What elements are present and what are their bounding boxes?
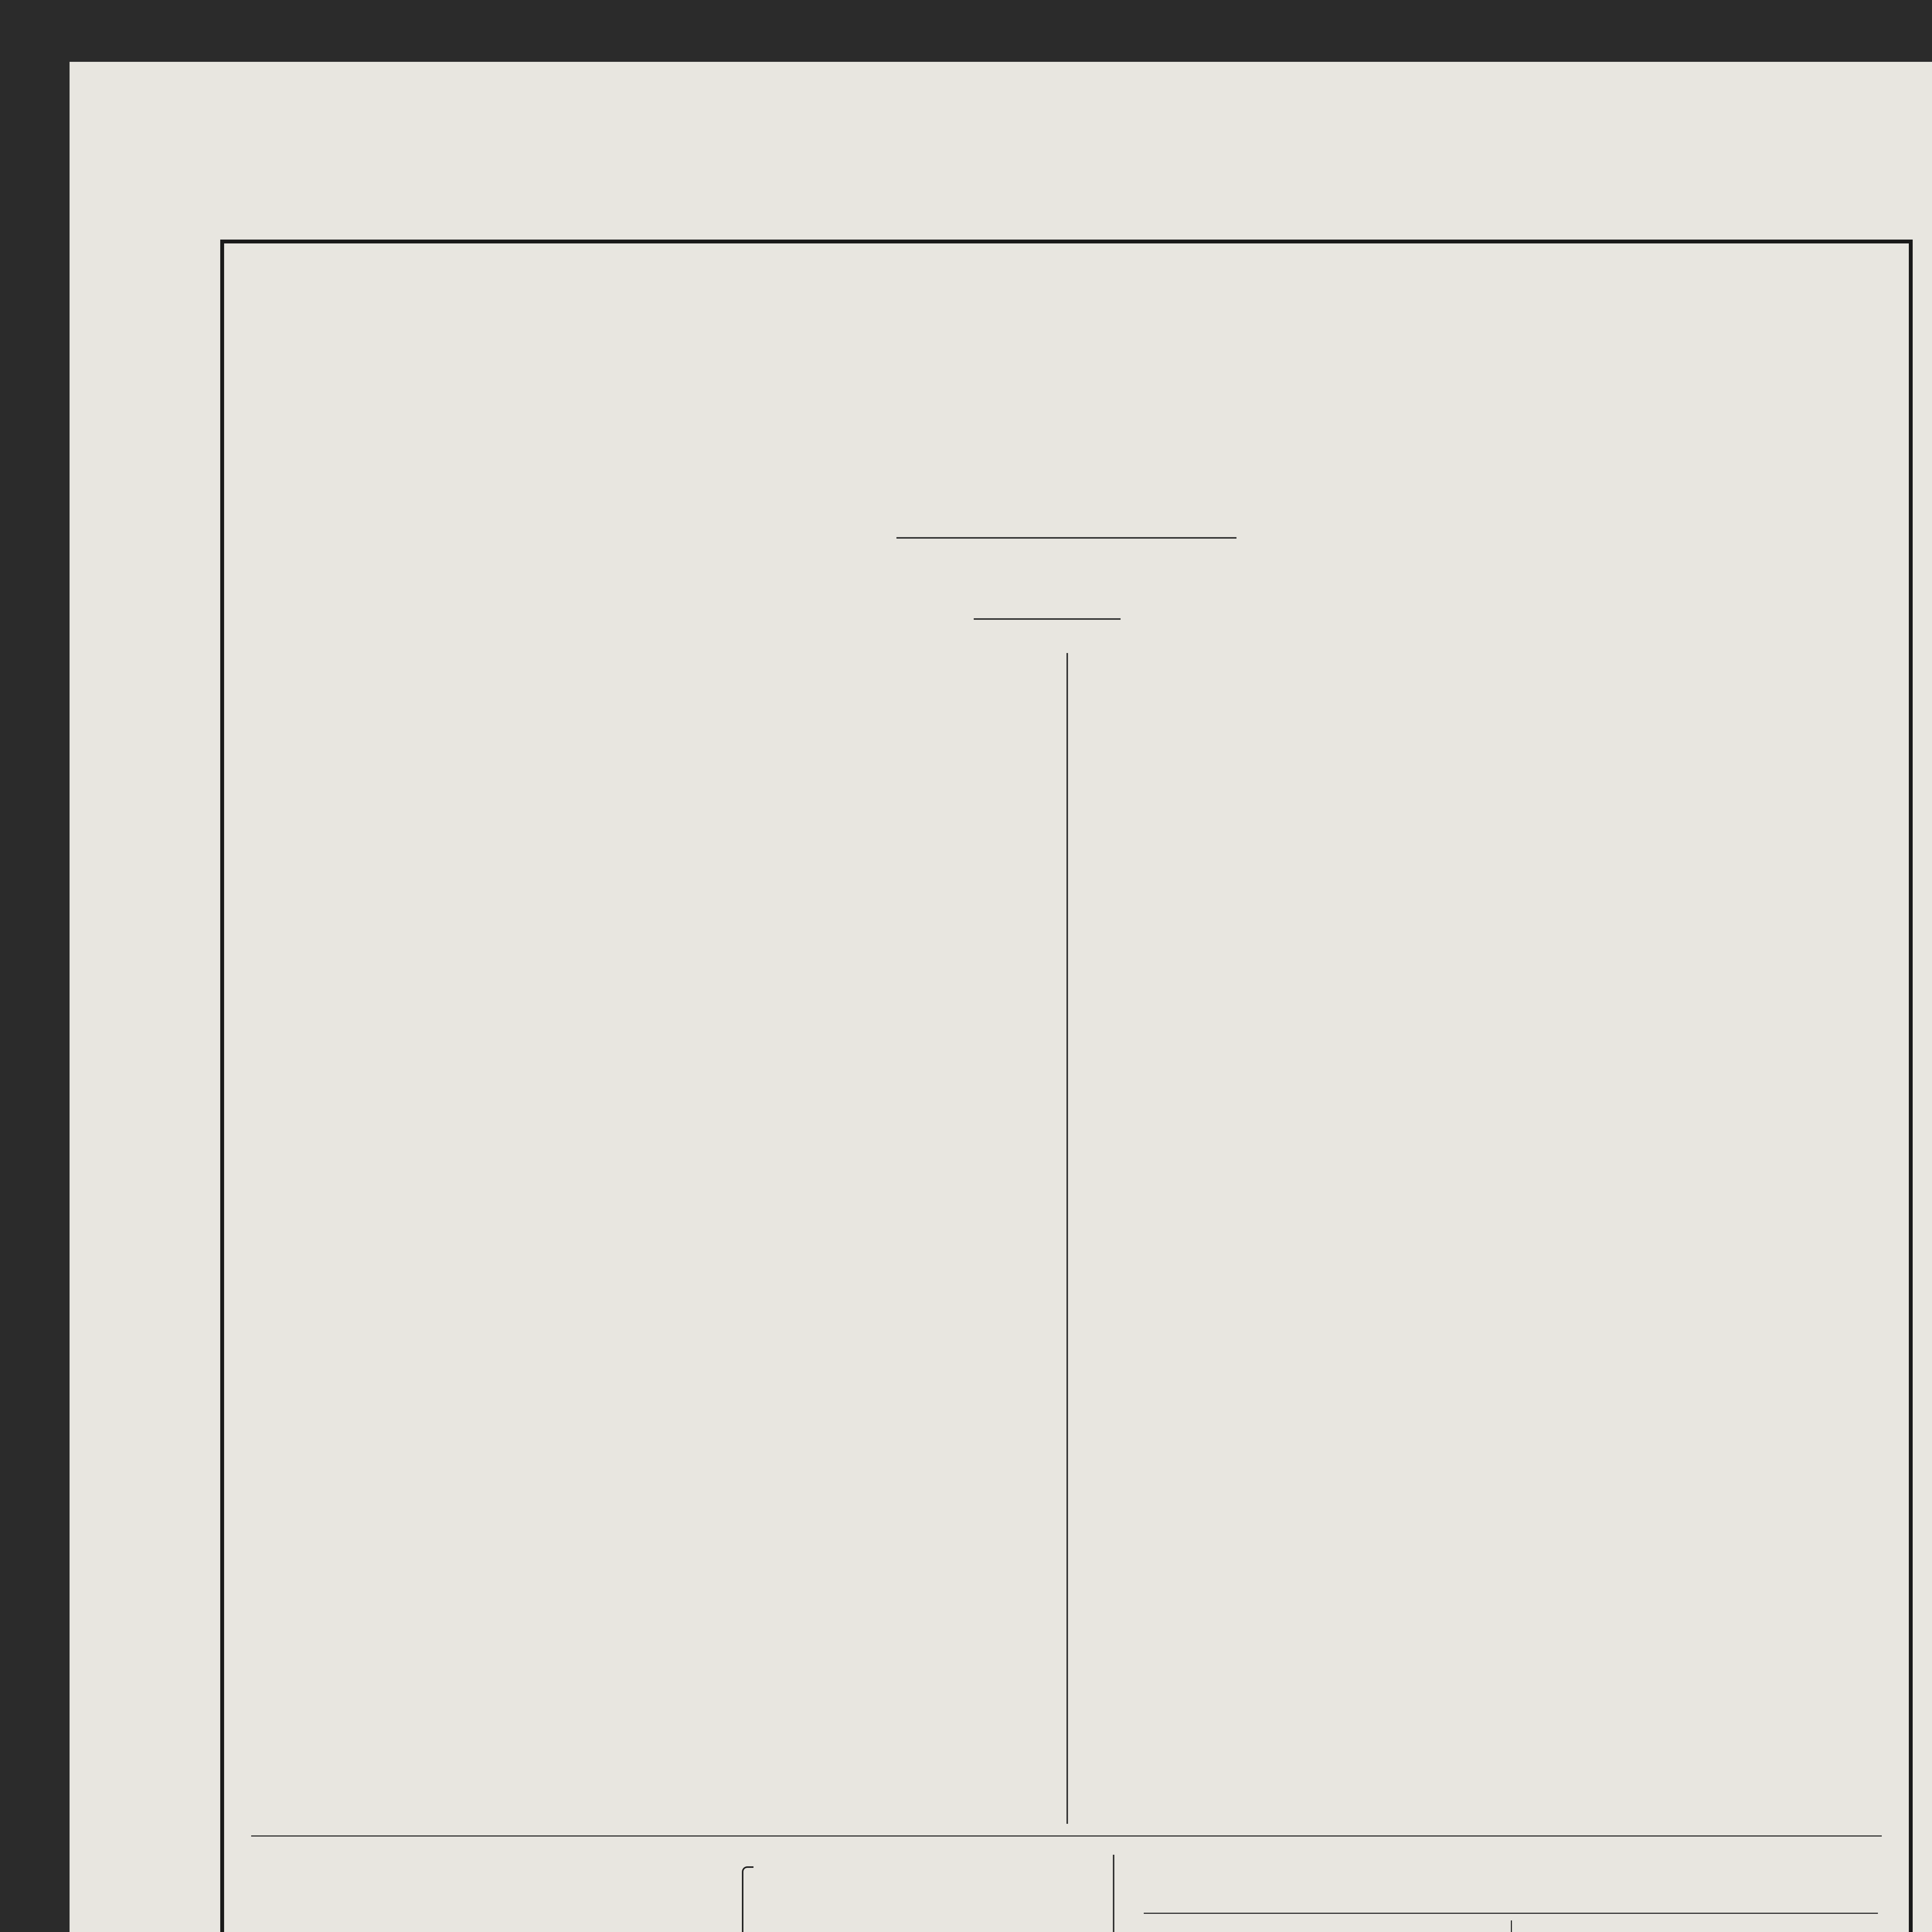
member-row <box>251 1023 1063 1044</box>
section-divider <box>251 1835 1882 1837</box>
member-row <box>1109 1492 1882 1512</box>
member-row <box>251 1064 1063 1085</box>
member-row <box>1109 881 1882 901</box>
member-row <box>251 1105 1063 1125</box>
member-row <box>1109 820 1882 840</box>
member-row <box>1109 1553 1882 1573</box>
list-frame <box>220 240 1913 1932</box>
member-row <box>251 1451 1063 1471</box>
member-row <box>251 1125 1063 1146</box>
member-row <box>251 697 1063 718</box>
chambre-syndicale <box>255 1866 1097 1878</box>
member-row <box>251 1390 1063 1410</box>
member-row <box>251 1614 1063 1634</box>
member-row <box>251 1594 1063 1614</box>
member-row <box>1109 1105 1882 1125</box>
member-row <box>1109 1675 1882 1695</box>
member-row <box>1109 1716 1882 1736</box>
member-row <box>1109 861 1882 881</box>
member-row <box>251 1329 1063 1349</box>
brace <box>742 1866 753 1932</box>
divider <box>896 537 1236 539</box>
member-row <box>251 1756 1063 1777</box>
column-divider <box>1511 1920 1512 1932</box>
member-row <box>1109 1125 1882 1146</box>
member-row <box>251 1084 1063 1105</box>
member-row <box>251 1207 1063 1227</box>
member-row <box>1109 1064 1882 1085</box>
member-row <box>1109 1756 1882 1777</box>
member-row <box>1109 779 1882 799</box>
member-row <box>1109 1614 1882 1634</box>
member-row <box>251 1044 1063 1064</box>
member-row <box>251 901 1063 922</box>
member-row <box>251 861 1063 881</box>
member-row <box>251 1777 1063 1797</box>
member-row <box>251 1797 1063 1818</box>
member-row <box>251 1675 1063 1695</box>
terme-tarifs <box>1151 1924 1499 1932</box>
divider <box>974 618 1121 620</box>
member-row <box>251 1695 1063 1716</box>
comptant-min <box>1522 1928 1870 1932</box>
member-row <box>1109 1532 1882 1553</box>
member-row <box>251 881 1063 901</box>
member-row <box>251 1532 1063 1553</box>
member-row <box>1109 1369 1882 1390</box>
member-row <box>251 1308 1063 1329</box>
member-row <box>1109 1512 1882 1532</box>
member-row <box>251 922 1063 942</box>
member-row <box>251 983 1063 1003</box>
column-divider <box>1113 1855 1114 1932</box>
member-row <box>1109 1655 1882 1675</box>
newspaper-page <box>70 62 1932 1932</box>
member-row <box>251 779 1063 799</box>
member-row <box>1109 1736 1882 1756</box>
member-row <box>251 1492 1063 1512</box>
member-row <box>251 657 1063 677</box>
member-row <box>251 1166 1063 1186</box>
member-row <box>1109 1146 1882 1166</box>
member-row <box>1109 759 1882 779</box>
member-row <box>251 1430 1063 1451</box>
member-row <box>251 1186 1063 1207</box>
member-row <box>1109 1430 1882 1451</box>
member-row <box>1109 1329 1882 1349</box>
member-row <box>251 1634 1063 1655</box>
members-column-left <box>251 657 1063 1817</box>
member-row <box>251 799 1063 820</box>
member-row <box>1109 840 1882 861</box>
member-row <box>251 1349 1063 1369</box>
member-row <box>1109 1186 1882 1207</box>
member-row <box>251 738 1063 759</box>
member-row <box>251 1146 1063 1166</box>
member-row <box>251 1573 1063 1594</box>
member-row <box>251 820 1063 840</box>
member-row <box>251 1369 1063 1390</box>
member-row <box>1109 657 1882 677</box>
member-row <box>1109 677 1882 698</box>
member-row <box>1109 1023 1882 1044</box>
member-row <box>1109 1410 1882 1430</box>
member-row <box>1109 1390 1882 1410</box>
member-row <box>1109 1268 1882 1288</box>
member-row <box>1109 799 1882 820</box>
member-row <box>251 1655 1063 1675</box>
member-row <box>251 1736 1063 1756</box>
member-row <box>1109 1573 1882 1594</box>
member-row <box>251 1410 1063 1430</box>
column-divider <box>1066 653 1068 1824</box>
member-row <box>251 1716 1063 1736</box>
member-row <box>1109 1084 1882 1105</box>
member-row <box>1109 1594 1882 1614</box>
member-row <box>1109 697 1882 718</box>
member-row <box>1109 1451 1882 1471</box>
member-row <box>251 1247 1063 1268</box>
member-row <box>1109 1288 1882 1308</box>
member-row <box>251 1471 1063 1492</box>
member-row <box>1109 1227 1882 1247</box>
member-row <box>1109 718 1882 738</box>
member-row <box>1109 1634 1882 1655</box>
member-row <box>1109 1308 1882 1329</box>
member-row <box>251 718 1063 738</box>
comptant-tarifs <box>1522 1924 1870 1932</box>
member-row <box>251 962 1063 983</box>
member-row <box>1109 1349 1882 1369</box>
member-row <box>1109 1695 1882 1716</box>
member-row <box>251 677 1063 698</box>
member-row <box>1109 1777 1882 1797</box>
member-row <box>251 1003 1063 1024</box>
divider <box>1144 1913 1878 1914</box>
member-row <box>1109 1471 1882 1492</box>
member-row <box>251 1553 1063 1573</box>
member-row <box>1109 962 1882 983</box>
member-row <box>251 1227 1063 1247</box>
member-row <box>251 759 1063 779</box>
member-row <box>251 1288 1063 1308</box>
member-row <box>251 1512 1063 1532</box>
member-row <box>1109 983 1882 1003</box>
member-row <box>1109 942 1882 963</box>
member-row <box>1109 922 1882 942</box>
members-column-right <box>1109 657 1882 1797</box>
member-row <box>1109 901 1882 922</box>
member-row <box>1109 1207 1882 1227</box>
member-row <box>251 942 1063 963</box>
member-row <box>1109 1247 1882 1268</box>
member-row <box>1109 1044 1882 1064</box>
member-row <box>1109 1166 1882 1186</box>
member-row <box>1109 738 1882 759</box>
member-row <box>1109 1003 1882 1024</box>
member-row <box>251 840 1063 861</box>
member-row <box>251 1268 1063 1288</box>
